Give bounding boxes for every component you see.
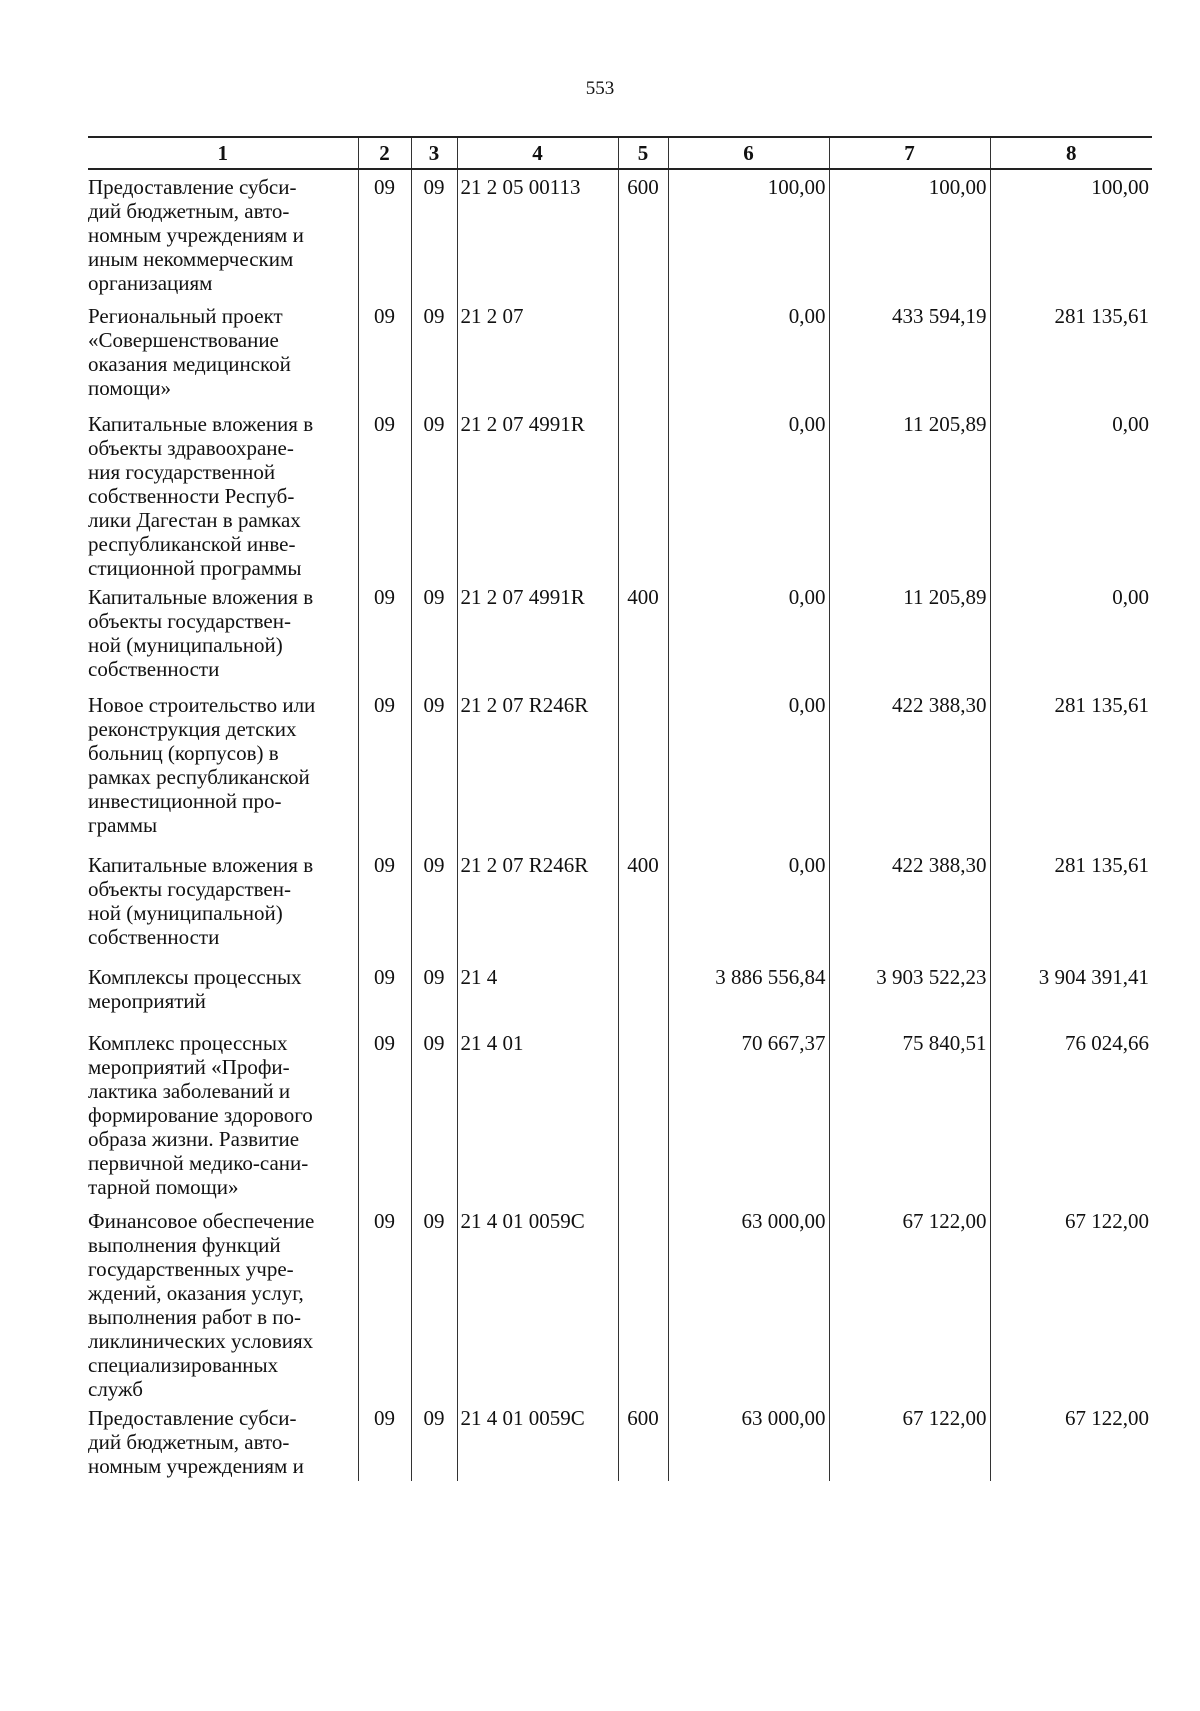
- amount-year1-cell: 100,00: [668, 169, 829, 299]
- expense-type-code-cell: [618, 688, 668, 848]
- table-row: [88, 1401, 1152, 1481]
- column-header-5: 5: [618, 137, 668, 169]
- target-article-code-cell: 21 2 07: [457, 299, 618, 407]
- amount-year2-cell: 11 205,89: [829, 407, 990, 580]
- row-name-cell: [88, 580, 358, 688]
- section-code-cell: 09: [358, 688, 411, 848]
- amount-year1-cell: 0,00: [668, 299, 829, 407]
- row-name-line: мероприятий: [88, 989, 206, 1013]
- row-name-line: дий бюджетным, авто-: [88, 199, 290, 223]
- row-name-line: специализированных: [88, 1353, 279, 1377]
- amount-year1-cell: 3 886 556,84: [668, 960, 829, 1026]
- target-article-code-cell: 21 2 07 R246R: [457, 688, 618, 848]
- row-name-line: ждений, оказания услуг,: [88, 1281, 304, 1305]
- row-name-line: Капитальные вложения в: [88, 412, 314, 436]
- amount-year1-cell: 0,00: [668, 848, 829, 960]
- amount-year1-cell: 0,00: [668, 407, 829, 580]
- row-name-line: служб: [88, 1377, 143, 1401]
- subsection-code-cell: 09: [411, 299, 457, 407]
- amount-year2-cell: 67 122,00: [829, 1401, 990, 1481]
- column-header-4: 4: [457, 137, 618, 169]
- column-header-3: 3: [411, 137, 457, 169]
- row-name-cell: [88, 407, 358, 580]
- row-name-cell: [88, 688, 358, 848]
- section-code-cell: 09: [358, 580, 411, 688]
- target-article-code-cell: 21 4: [457, 960, 618, 1026]
- amount-year3-cell: 76 024,66: [990, 1026, 1152, 1204]
- table-row: [88, 299, 1152, 407]
- amount-year2-cell: 3 903 522,23: [829, 960, 990, 1026]
- section-code-cell: 09: [358, 169, 411, 299]
- expense-type-code-cell: 400: [618, 848, 668, 960]
- subsection-code-cell: 09: [411, 848, 457, 960]
- subsection-code-cell: 09: [411, 169, 457, 299]
- row-name-line: лактика заболеваний и: [88, 1079, 291, 1103]
- row-name-line: мероприятий «Профи-: [88, 1055, 290, 1079]
- subsection-code-cell: 09: [411, 688, 457, 848]
- row-name-line: инвестиционной про-: [88, 789, 282, 813]
- row-name-line: тарной помощи»: [88, 1175, 239, 1199]
- amount-year2-cell: 11 205,89: [829, 580, 990, 688]
- row-name-line: республиканской инве-: [88, 532, 296, 556]
- table-row: [88, 169, 1152, 299]
- amount-year3-cell: 0,00: [990, 580, 1152, 688]
- amount-year3-cell: 67 122,00: [990, 1204, 1152, 1401]
- amount-year1-cell: 70 667,37: [668, 1026, 829, 1204]
- table-row: [88, 580, 1152, 688]
- row-name-line: Комплексы процессных: [88, 965, 302, 989]
- row-name-line: ной (муниципальной): [88, 633, 283, 657]
- expense-type-code-cell: [618, 960, 668, 1026]
- amount-year3-cell: 281 135,61: [990, 299, 1152, 407]
- row-name-line: государственных учре-: [88, 1257, 294, 1281]
- table-row: [88, 1026, 1152, 1204]
- row-name-line: Региональный проект: [88, 304, 283, 328]
- expense-type-code-cell: 600: [618, 1401, 668, 1481]
- amount-year3-cell: 281 135,61: [990, 688, 1152, 848]
- expense-type-code-cell: [618, 1204, 668, 1401]
- table-row: [88, 407, 1152, 580]
- row-name-line: ной (муниципальной): [88, 901, 283, 925]
- amount-year3-cell: 0,00: [990, 407, 1152, 580]
- column-header-2: 2: [358, 137, 411, 169]
- row-name-line: Новое строительство или: [88, 693, 316, 717]
- target-article-code-cell: 21 2 07 4991R: [457, 407, 618, 580]
- subsection-code-cell: 09: [411, 1204, 457, 1401]
- row-name-line: иным некоммерческим: [88, 247, 294, 271]
- row-name-line: формирование здорового: [88, 1103, 313, 1127]
- row-name-line: Капитальные вложения в: [88, 585, 314, 609]
- row-name-line: первичной медико-сани-: [88, 1151, 309, 1175]
- row-name-line: номным учреждениям и: [88, 1454, 304, 1478]
- row-name-line: объекты государствен-: [88, 877, 291, 901]
- amount-year1-cell: 0,00: [668, 688, 829, 848]
- section-code-cell: 09: [358, 407, 411, 580]
- row-name-line: ликлинических условиях: [88, 1329, 314, 1353]
- expense-type-code-cell: [618, 1026, 668, 1204]
- column-header-1: 1: [88, 137, 358, 169]
- section-code-cell: 09: [358, 1401, 411, 1481]
- target-article-code-cell: 21 4 01 0059C: [457, 1204, 618, 1401]
- column-header-6: 6: [668, 137, 829, 169]
- target-article-code-cell: 21 4 01: [457, 1026, 618, 1204]
- amount-year3-cell: 3 904 391,41: [990, 960, 1152, 1026]
- table-row: [88, 848, 1152, 960]
- page-number: 553: [585, 78, 615, 99]
- amount-year3-cell: 67 122,00: [990, 1401, 1152, 1481]
- row-name-line: объекты государствен-: [88, 609, 291, 633]
- row-name-line: образа жизни. Развитие: [88, 1127, 300, 1151]
- amount-year1-cell: 0,00: [668, 580, 829, 688]
- target-article-code-cell: 21 2 05 00113: [457, 169, 618, 299]
- expense-type-code-cell: 600: [618, 169, 668, 299]
- expense-type-code-cell: [618, 299, 668, 407]
- table-body: [88, 169, 1152, 1481]
- amount-year2-cell: 422 388,30: [829, 688, 990, 848]
- row-name-line: собственности Респуб-: [88, 484, 295, 508]
- section-code-cell: 09: [358, 848, 411, 960]
- amount-year2-cell: 422 388,30: [829, 848, 990, 960]
- row-name-line: реконструкция детских: [88, 717, 297, 741]
- amount-year3-cell: 281 135,61: [990, 848, 1152, 960]
- amount-year1-cell: 63 000,00: [668, 1204, 829, 1401]
- row-name-line: выполнения функций: [88, 1233, 281, 1257]
- section-code-cell: 09: [358, 1026, 411, 1204]
- column-header-8: 8: [990, 137, 1152, 169]
- row-name-cell: [88, 1026, 358, 1204]
- subsection-code-cell: 09: [411, 1026, 457, 1204]
- row-name-line: Финансовое обеспечение: [88, 1209, 315, 1233]
- row-name-line: объекты здравоохране-: [88, 436, 294, 460]
- column-header-7: 7: [829, 137, 990, 169]
- target-article-code-cell: 21 4 01 0059C: [457, 1401, 618, 1481]
- row-name-line: собственности: [88, 657, 220, 681]
- subsection-code-cell: 09: [411, 407, 457, 580]
- subsection-code-cell: 09: [411, 960, 457, 1026]
- row-name-cell: [88, 960, 358, 1026]
- expense-type-code-cell: 400: [618, 580, 668, 688]
- table-header-row: [88, 137, 1152, 169]
- amount-year2-cell: 75 840,51: [829, 1026, 990, 1204]
- budget-table: [88, 136, 1152, 1481]
- row-name-line: номным учреждениям и: [88, 223, 304, 247]
- subsection-code-cell: 09: [411, 580, 457, 688]
- target-article-code-cell: 21 2 07 4991R: [457, 580, 618, 688]
- row-name-line: оказания медицинской: [88, 352, 291, 376]
- row-name-cell: [88, 1204, 358, 1401]
- table-row: [88, 1204, 1152, 1401]
- amount-year3-cell: 100,00: [990, 169, 1152, 299]
- section-code-cell: 09: [358, 960, 411, 1026]
- row-name-cell: [88, 169, 358, 299]
- amount-year2-cell: 67 122,00: [829, 1204, 990, 1401]
- row-name-cell: [88, 848, 358, 960]
- row-name-line: ния государственной: [88, 460, 276, 484]
- section-code-cell: 09: [358, 299, 411, 407]
- expense-type-code-cell: [618, 407, 668, 580]
- row-name-cell: [88, 1401, 358, 1481]
- table-row: [88, 688, 1152, 848]
- row-name-line: Комплекс процессных: [88, 1031, 288, 1055]
- row-name-line: рамках республиканской: [88, 765, 310, 789]
- section-code-cell: 09: [358, 1204, 411, 1401]
- row-name-line: Капитальные вложения в: [88, 853, 314, 877]
- target-article-code-cell: 21 2 07 R246R: [457, 848, 618, 960]
- row-name-line: граммы: [88, 813, 158, 837]
- amount-year2-cell: 100,00: [829, 169, 990, 299]
- row-name-line: лики Дагестан в рамках: [88, 508, 301, 532]
- row-name-line: стиционной программы: [88, 556, 302, 580]
- row-name-line: дий бюджетным, авто-: [88, 1430, 290, 1454]
- row-name-line: Предоставление субси-: [88, 1406, 297, 1430]
- table-row: [88, 960, 1152, 1026]
- amount-year2-cell: 433 594,19: [829, 299, 990, 407]
- row-name-line: Предоставление субси-: [88, 175, 297, 199]
- row-name-line: больниц (корпусов) в: [88, 741, 279, 765]
- row-name-line: собственности: [88, 925, 220, 949]
- amount-year1-cell: 63 000,00: [668, 1401, 829, 1481]
- subsection-code-cell: 09: [411, 1401, 457, 1481]
- row-name-cell: [88, 299, 358, 407]
- row-name-line: помощи»: [88, 376, 172, 400]
- row-name-line: «Совершенствование: [88, 328, 279, 352]
- row-name-line: организациям: [88, 271, 213, 295]
- row-name-line: выполнения работ в по-: [88, 1305, 301, 1329]
